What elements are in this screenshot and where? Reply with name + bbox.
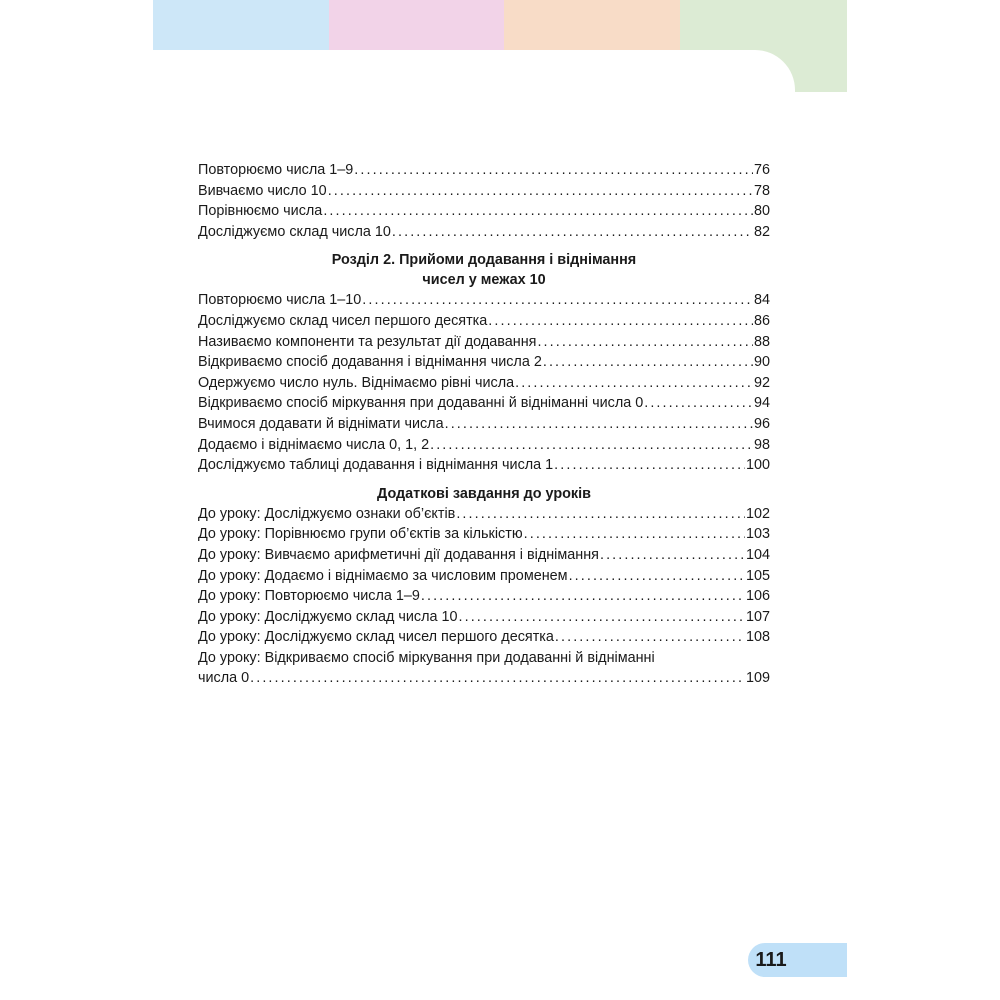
section-heading — [198, 250, 770, 290]
toc-entry-title: Відкриваємо спосіб міркування при додаванні й відніманні числа 0 — [198, 395, 644, 412]
dot-leader — [554, 455, 745, 476]
toc-entry[interactable] — [198, 566, 770, 587]
toc-entry[interactable] — [198, 393, 770, 414]
toc-entry-title: До уроку: Додаємо і віднімаємо за числовим променем — [198, 567, 568, 584]
dot-leader — [392, 222, 753, 243]
toc-entry-page: 90 — [753, 354, 770, 371]
toc-entry-title: Вчимося додавати й віднімати числа — [198, 415, 444, 432]
dot-leader — [569, 566, 745, 587]
toc-entry-title: Порівнюємо числа — [198, 203, 323, 220]
dot-leader — [488, 311, 753, 332]
toc-entry-page: 104 — [745, 546, 770, 563]
toc-entry-page: 82 — [753, 223, 770, 240]
toc-entry-title: До уроку: Повторюємо числа 1–9 — [198, 588, 420, 605]
dot-leader — [515, 373, 753, 394]
table-of-contents — [198, 160, 770, 689]
toc-entry-title: Одержуємо число нуль. Віднімаємо рівні числа — [198, 374, 515, 391]
toc-entry-title: Досліджуємо склад чисел першого десятка — [198, 312, 488, 329]
dot-leader — [328, 181, 753, 202]
toc-entry-page: 100 — [745, 457, 770, 474]
toc-entry[interactable] — [198, 222, 770, 243]
color-tab-pink — [329, 0, 504, 50]
toc-entry-title: До уроку: Досліджуємо склад чисел першого десятка — [198, 629, 554, 646]
dot-leader — [323, 201, 753, 222]
page-number-tab — [748, 943, 847, 977]
toc-entry-page: 94 — [753, 395, 770, 412]
toc-entry-page: 88 — [753, 333, 770, 350]
toc-entry[interactable] — [198, 373, 770, 394]
toc-entry-title: Досліджуємо таблиці додавання і віднімання числа 1 — [198, 457, 554, 474]
toc-entry[interactable] — [198, 668, 770, 689]
toc-entry[interactable] — [198, 607, 770, 628]
toc-entry-page: 76 — [753, 162, 770, 178]
dot-leader — [524, 524, 745, 545]
toc-entry-title: До уроку: Порівнюємо групи об’єктів за кількістю — [198, 526, 523, 543]
toc-entry-page: 86 — [753, 312, 770, 329]
toc-entry-page: 84 — [753, 292, 770, 309]
toc-entry-page: 96 — [753, 415, 770, 432]
toc-entry-title: числа 0 — [198, 670, 250, 687]
toc-entry[interactable] — [198, 455, 770, 476]
toc-entry-title: Повторюємо числа 1–9 — [198, 162, 354, 178]
toc-entry-title: До уроку: Досліджуємо ознаки об’єктів — [198, 505, 456, 522]
dot-leader — [354, 160, 753, 181]
toc-entry-page: 80 — [753, 203, 770, 220]
toc-entry-title: До уроку: Вивчаємо арифметичні дії додавання і віднімання — [198, 546, 599, 563]
toc-entry-first-line[interactable] — [198, 648, 770, 669]
section-heading — [198, 484, 770, 504]
toc-entry[interactable] — [198, 311, 770, 332]
toc-entry-page: 98 — [753, 436, 770, 453]
toc-entry-page: 108 — [745, 629, 770, 646]
toc-entry[interactable] — [198, 627, 770, 648]
dot-leader — [250, 668, 745, 689]
toc-entry-page: 103 — [745, 526, 770, 543]
dot-leader — [537, 332, 753, 353]
toc-entry-page: 105 — [745, 567, 770, 584]
toc-entry[interactable] — [198, 545, 770, 566]
toc-entry-title: До уроку: Відкриваємо спосіб міркування при додаванні й відніманні — [198, 649, 655, 666]
toc-entry-title: Досліджуємо склад числа 10 — [198, 223, 391, 240]
dot-leader — [456, 504, 745, 525]
toc-entry[interactable] — [198, 160, 770, 181]
toc-entry-title: Повторюємо числа 1–10 — [198, 292, 362, 309]
toc-entry[interactable] — [198, 435, 770, 456]
toc-entry[interactable] — [198, 524, 770, 545]
toc-entry[interactable] — [198, 414, 770, 435]
color-tab-peach — [504, 0, 680, 50]
toc-entry-title: До уроку: Досліджуємо склад числа 10 — [198, 608, 458, 625]
toc-entry[interactable] — [198, 586, 770, 607]
dot-leader — [644, 393, 753, 414]
dot-leader — [362, 290, 753, 311]
toc-entry-page: 106 — [745, 588, 770, 605]
toc-entry[interactable] — [198, 201, 770, 222]
section-heading-line: чисел у межах 10 — [422, 272, 546, 289]
dot-leader — [430, 435, 753, 456]
toc-entry[interactable] — [198, 181, 770, 202]
dot-leader — [459, 607, 745, 628]
dot-leader — [543, 352, 753, 373]
dot-leader — [445, 414, 753, 435]
dot-leader — [600, 545, 745, 566]
header-color-tabs — [153, 0, 847, 92]
toc-entry-title: Називаємо компоненти та результат дії додавання — [198, 333, 537, 350]
header-rounded-cover — [153, 50, 795, 110]
toc-entry[interactable] — [198, 332, 770, 353]
color-tab-blue — [153, 0, 329, 50]
toc-entry-title: Вивчаємо число 10 — [198, 182, 327, 199]
toc-entry[interactable] — [198, 290, 770, 311]
toc-entry-page: 109 — [745, 670, 770, 687]
section-heading-line: Розділ 2. Прийоми додавання і віднімання — [331, 252, 637, 269]
dot-leader — [555, 627, 745, 648]
toc-entry-title: Додаємо і віднімаємо числа 0, 1, 2 — [198, 436, 430, 453]
dot-leader — [421, 586, 745, 607]
toc-entry[interactable] — [198, 504, 770, 525]
page-number: 111 — [755, 949, 787, 971]
toc-entry-page: 102 — [745, 505, 770, 522]
toc-entry[interactable] — [198, 352, 770, 373]
toc-entry-page: 78 — [753, 182, 770, 199]
section-heading-line: Додаткові завдання до уроків — [377, 485, 591, 502]
toc-entry-page: 107 — [745, 608, 770, 625]
toc-entry-title: Відкриваємо спосіб додавання і віднімання числа 2 — [198, 354, 542, 371]
toc-entry-page: 92 — [753, 374, 770, 391]
